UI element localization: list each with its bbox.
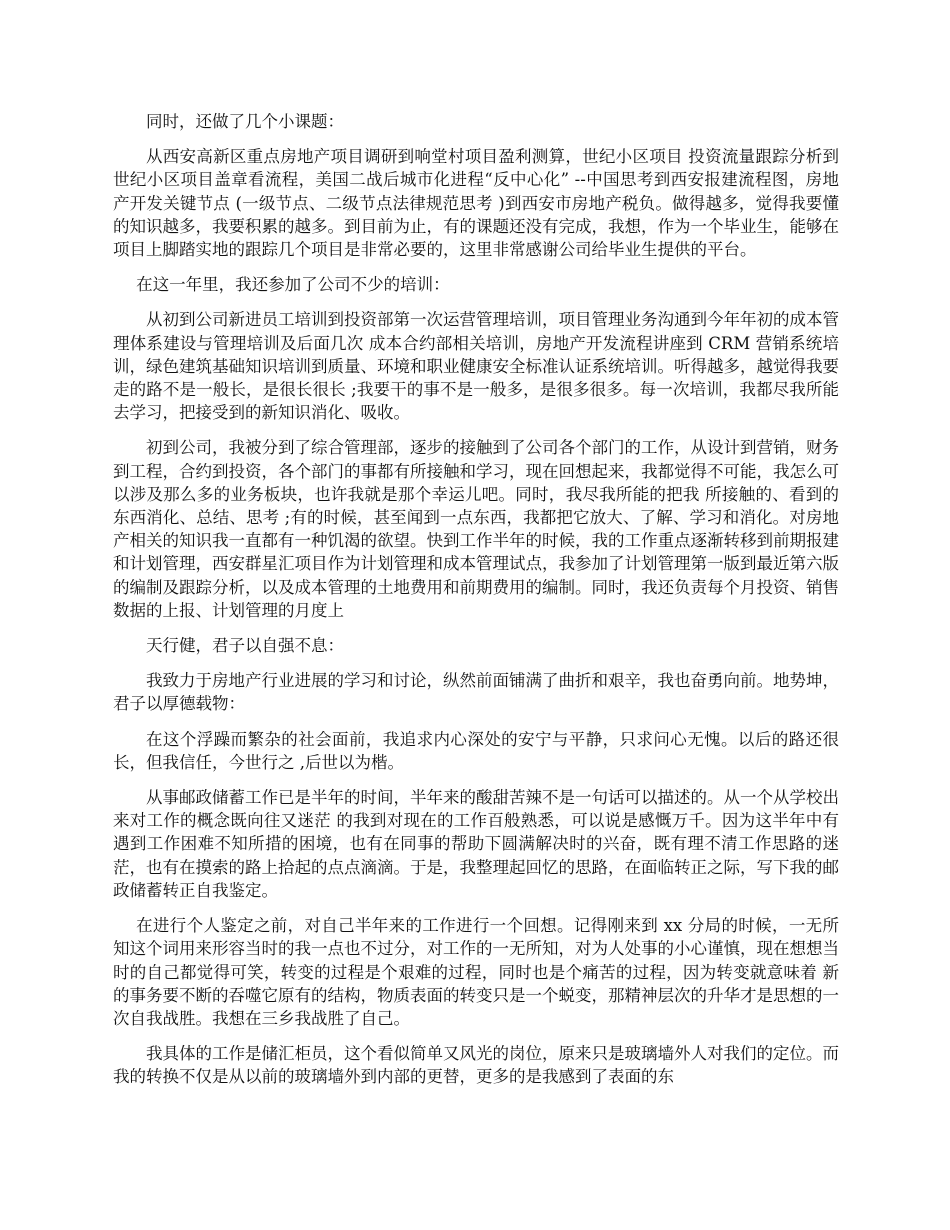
paragraph-training-list: 从初到公司新进员工培训到投资部第一次运营管理培训，项目管理业务沟通到今年年初的成本管理体系建设与管理培训及后面几次 成本合约部相关培训，房地产开发流程讲座到 CRM 营销系统培训，绿色建筑基础知识培训到质量、环境和职业健康安全标准认证系统培训。听得越多，越觉得我要走的路不是一般长，是很长很长 ;我要干的事不是一般多，是很多很多。每一次培训，我都尽我所能去学习，把接受到的新知识消化、吸收。 [113,310,839,423]
document-page [113,110,839,1101]
paragraph-topics-intro: 同时，还做了几个小课题： [146,112,344,131]
paragraph-teller-role: 我具体的工作是储汇柜员，这个看似简单又风光的岗位，原来只是玻璃墙外人对我们的定位。而我的转换不仅是从以前的玻璃墙外到内部的更替，更多的是我感到了表面的东 [113,1044,839,1087]
paragraph-topics-list: 从西安高新区重点房地产项目调研到响堂村项目盈利测算，世纪小区项目 投资流量跟踪分析到世纪小区项目盖章看流程，美国二战后城市化进程“反中心化” --中国思考到西安报建流程图，房地产开发关键节点 (一级节点、二级节点法律规范思考 )到西安市房地产税负。做得越多，觉得我要懂的知识越多，我要积累的越多。到目前为止，有的课题还没有完成，我想，作为一个毕业生，能够在项目上脚踏实地的跟踪几个项目是非常必要的，这里非常感谢公司给毕业生提供的平台。 [113,147,839,260]
paragraph-commitment: 我致力于房地产行业进展的学习和讨论，纵然前面铺满了曲折和艰辛，我也奋勇向前。地势坤，君子以厚德载物： [113,671,839,714]
paragraph-inner-peace: 在这个浮躁而繁杂的社会面前，我追求内心深处的安宁与平静，只求问心无愧。以后的路还很长，但我信任，今世行之 ,后世以为楷。 [113,729,839,772]
paragraph-training-intro: 在这一年里，我还参加了公司不少的培训： [136,275,450,295]
paragraph-motto-heaven: 天行健，君子以自强不息： [146,636,344,656]
paragraph-self-review: 在进行个人鉴定之前，对自己半年来的工作进行一个回想。记得刚来到 xx 分局的时候，一无所知这个词用来形容当时的我一点也不过分，对工作的一无所知，对为人处事的小心谨慎，现在想想当时的自己都觉得可笑，转变的过程是个艰难的过程，同时也是个痛苦的过程，因为转变就意味着 新的事务要不断的吞噬它原有的结构，物质表面的转变只是一个蜕变，那精神层次的升华才是思想的一次自我战胜。我想在三乡我战胜了自己。 [113,916,839,1028]
paragraph-early-work: 初到公司，我被分到了综合管理部，逐步的接触到了公司各个部门的工作，从设计到营销，财务到工程，合约到投资，各个部门的事都有所接触和学习，现在回想起来，我都觉得不可能，我怎么可以涉及那么多的业务板块，也许我就是那个幸运儿吧。同时，我尽我所能的把我 所接触的、看到的东西消化、总结、思考 ;有的时候，甚至闻到一点东西，我都把它放大、了解、学习和消化。对房地产相关的知识我一直都有一种饥渴的欲望。快到工作半年的时候，我的工作重点逐渐转移到前期报建和计划管理，西安群星汇项目作为计划管理和成本管理试点，我参加了计划管理第一版到最近第六版的编制及跟踪分析，以及成本管理的土地费用和前期费用的编制。同时，我还负责每个月投资、销售数据的上报、计划管理的月度上 [113,438,839,620]
paragraph-postal-intro: 从事邮政储蓄工作已是半年的时间，半年来的酸甜苦辣不是一句话可以描述的。从一个从学校出来对工作的概念既向往又迷茫 的我到对现在的工作百般熟悉，可以说是感慨万千。因为这半年中有遇到工作困难不知所措的困境，也有在同事的帮助下圆满解决时的兴奋，既有理不清工作思路的迷茫，也有在摸索的路上拾起的点点滴滴。于是，我整理起回忆的思路，在面临转正之际，写下我的邮政储蓄转正自我鉴定。 [113,788,839,900]
